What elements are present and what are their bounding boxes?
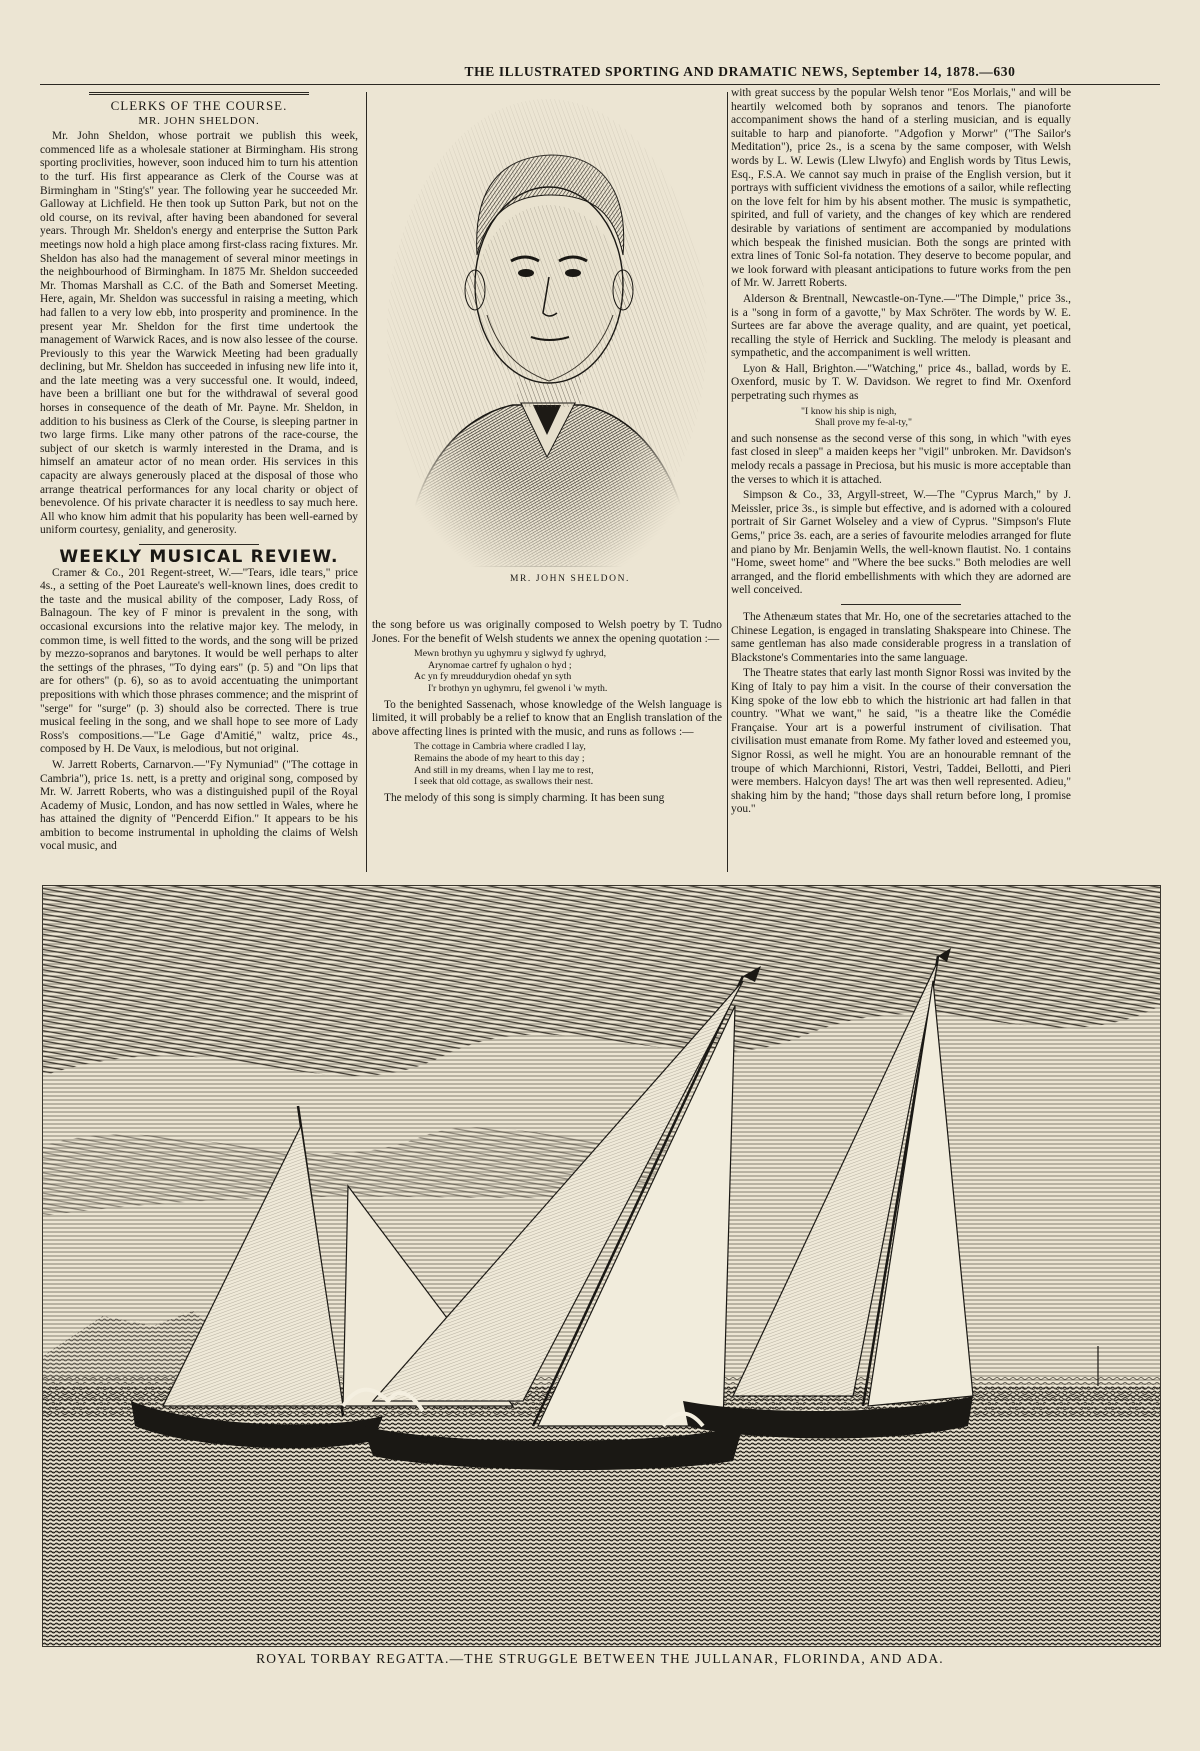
section-rule xyxy=(139,544,259,545)
sheldon-subheading: MR. JOHN SHELDON. xyxy=(138,114,260,127)
english-verse-line: Remains the abode of my heart to this day ; xyxy=(414,752,585,764)
english-verse-line: The cottage in Cambria where cradled I lay, xyxy=(414,741,586,753)
athenaeum-note: The Athenæum states that Mr. Ho, one of the secretaries attached to the Chinese Legation, is engaged in translating Shakspeare into Chinese. The same gentleman has also made considerable progress in a translation of Blackstone's Commentaries into the same language. xyxy=(731,610,1071,664)
right-text-1: with great success by the popular Welsh tenor "Eos Morlais," and will be heartily welcomed both by sopranos and tenors. The pianoforte accompaniment shows the hand of a sterling musician, and is equally suitable to harp and pianoforte. "Adgofion y Morwr" ("The Sailor's Meditation"), price 2s., is a scena by the same composer, with Welsh words by L. W. Lewis (Llew Llwyfo) and English words by Titus Lewis, Esq., F.S.A. We cannot say much in praise of the English version, but it portrays with sufficient vividness the emotions of a sailor, while reflecting on the love felt for him by his absent mother. The music is sympathetic, spirited, and full of variety, and the changes of key which are rendered desirable by variations of sentiment are accompanied by modulations which bespeak the finished musician. Both the songs are printed with extra lines of Tonic Sol-fa notation. They deserve to become popular, and we look forward with pleasant anticipations to future works from the pen of Mr. W. Jarrett Roberts. xyxy=(731,87,1071,290)
middle-text-1: the song before us was originally composed to Welsh poetry by T. Tudno Jones. For the benefit of Welsh students we annex the opening quotation :— xyxy=(372,619,722,645)
middle-text-2: To the benighted Sassenach, whose knowledge of the Welsh language is limited, it will probably be a relief to know that an English translation of the above affecting lines is printed with the music, and runs as follows :— xyxy=(372,698,722,738)
right-text-2: and such nonsense as the second verse of this song, in which "with eyes fast closed in sleep" a maiden keeps her "vigil" unbroken. Mr. Davidson's melody recals a passage in Preciosa, but his music is more acceptable than the verses to which it is attached. xyxy=(731,432,1071,486)
middle-text-3: The melody of this song is simply charming. It has been sung xyxy=(384,791,665,804)
english-verse xyxy=(372,741,722,787)
left-column xyxy=(40,92,358,856)
cramer-review: Cramer & Co., 201 Regent-street, W.—"Tears, idle tears," price 4s., a setting of the Poet Laureate's well-known lines, does credit to the taste and the musical ability of the composer, Lady Ross, of Balnagoun. The key of F minor is prevalent in the song, with occasional excursions into the relative major key. The melody, in common time, is well fitted to the words, and the song will be prized by mezzo-sopranos and barytones. It would be well perhaps to alter the settings of the phrases, "To dying ears" (p. 5) and "On lips that are for others" (p. 6), so as to avoid accentuating the unimportant prepositions with which those phrases commence; and the misprint of "serge" for "surge" (p. 3) should also be corrected. There is true musical feeling in the song, and we shall hope to see more of Lady Ross's compositions.—"Le Gage d'Amitié," waltz, price 4s., composed by H. De Vaux, is melodious, but not original. xyxy=(40,566,358,756)
lyon-review: Lyon & Hall, Brighton.—"Watching," price 4s., ballad, words by E. Oxenford, music by T. W. Davidson. We regret to find Mr. Oxenford perpetrating such rhymes as xyxy=(731,362,1071,403)
masthead: THE ILLUSTRATED SPORTING AND DRAMATIC NEWS, September 14, 1878.—630 xyxy=(464,64,1016,79)
simpson-review: Simpson & Co., 33, Argyll-street, W.—The "Cyprus March," by J. Meissler, price 3s., is simple but effective, and is adorned with a coloured portrait of Sir Garnet Wolseley and a view of Cyprus. "Simpson's Flute Gems," price 3s. each, are a series of favourite melodies arranged for flute and piano by Mr. Benjamin Wells, the well-known flautist. No. 1 contains "Home, sweet home" and "Where the bee sucks." Both melodies are well arranged, and the florid embellishments with which they are adorned are well conceived. xyxy=(731,489,1071,597)
heading-rule xyxy=(89,92,309,95)
alderson-review: Alderson & Brentnall, Newcastle-on-Tyne.—"The Dimple," price 3s., is a "song in form of a gavotte," by Max Schröter. The words by W. E. Surtees are far above the average quality, and are quaint, yet poetical, recalling the style of Herrick and Suckling. The melody is pleasant and sympathetic, and the accompaniment is well written. xyxy=(731,292,1071,360)
portrait-engraving xyxy=(383,85,711,567)
sheldon-article: Mr. John Sheldon, whose portrait we publish this week, commenced life as a wholesale stationer at Birmingham. His strong sporting proclivities, however, soon induced him to turn his attention to the turf. His first appearance as Clerk of the Course was at Birmingham in "Sting's" year. The following year he succeeded Mr. Galloway at Lichfield. He then took up Sutton Park, but not on the old course, on its revival, after having been abandoned for several years. Through Mr. Sheldon's energy and enterprise the Sutton Park meetings now hold a high place among first-class racing fixtures. Mr. Sheldon has also had the management of several minor meetings in the neighbourhood of Birmingham. In 1875 Mr. Sheldon succeeded Mr. Thomas Marshall as C.C. of the Bath and Somerset Meeting. Here, again, Mr. Sheldon was successful in raising a meeting, which had fallen to a very low ebb, into prosperity and prominence. In the present year Mr. Sheldon for the first time undertook the management of Warwick Races, and is now also lessee of the course. Previously to this year the Warwick Meeting had been gradually declining, but Mr. Sheldon has succeeded in infusing new life into it, and the late meeting was a very successful one. It would, indeed, have been a brilliant one but for the withdrawal of several good horses in consequence of the death of Mr. Payne. Mr. Sheldon, in addition to his business as Clerk of the Course, is sleeping partner in two large firms. Like many other patrons of the race-course, the subject of our sketch is warmly interested in the Drama, and is himself an amateur actor of no mean order. His services in this capacity are always generously placed at the disposal of those who arrange theatrical performances for any local charity or object of benevolence. Of his private character it is needless to say much here. All who know him admit that his popularity has been well-earned by uniform courtesy, geniality, and generosity. xyxy=(40,130,358,537)
rhyme-line: Shall prove my fe-al-ty," xyxy=(815,417,912,429)
rhyme-quote xyxy=(731,406,1071,429)
welsh-verse-line: Arynomae cartref fy ughalon o hyd ; xyxy=(428,659,572,671)
welsh-verse-line: I'r brothyn yn ughymru, fel gwenol i 'w myth. xyxy=(428,682,608,694)
welsh-verse xyxy=(372,648,722,694)
middle-column xyxy=(372,619,722,807)
rhyme-line: "I know his ship is nigh, xyxy=(801,405,897,417)
welsh-verse-line: Mewn brothyn yu ughymru y siglwyd fy ughryd, xyxy=(414,648,607,660)
welsh-verse-line: Ac yn fy mreuddurydion ohedaf yn syth xyxy=(414,671,572,683)
jarrett-review: W. Jarrett Roberts, Carnarvon.—"Fy Nymuniad" ("The cottage in Cambria"), price 1s. nett, is a pretty and original song, composed by Mr. W. Jarrett Roberts, who was a distinguished pupil of the Royal Academy of Music, London, and has now settled in Wales, where he has attained the dignity of "Pencerdd Eifion." It appears to be his ambition to become instrumental in upholding the claims of Welsh vocal music, and xyxy=(40,758,358,853)
column-divider-left xyxy=(366,92,367,872)
clerks-heading: CLERKS OF THE COURSE. xyxy=(110,98,288,113)
section-rule xyxy=(841,604,961,605)
column-divider-right xyxy=(727,92,728,872)
regatta-engraving xyxy=(42,885,1161,1647)
portrait-caption: MR. JOHN SHELDON. xyxy=(509,574,631,584)
review-heading: WEEKLY MUSICAL REVIEW. xyxy=(59,547,339,567)
right-column xyxy=(731,87,1071,819)
theatre-note: The Theatre states that early last month Signor Rossi was invited by the King of Italy to pay him a visit. In the course of their conversation the King spoke of the low ebb to which the histrionic art had fallen in that country. "What we want," he said, "is a theatre like the Comédie Française. Your art is a powerful instrument of civilisation. That civilisation must emanate from Rome. My father loved and esteemed you, Signor Rossi, as well he might. You are an honourable remnant of the troupe of which Marchionni, Ristori, Vestri, Taddei, Bellotti, and Pieri were members. Halcyon days! The art was then well represented. Adieu," shaking him by the hand; "those days shall return before long, I promise you." xyxy=(731,667,1071,816)
english-verse-line: I seek that old cottage, as swallows their nest. xyxy=(414,776,594,788)
regatta-caption: ROYAL TORBAY REGATTA.—THE STRUGGLE BETWEEN THE JULLANAR, FLORINDA, AND ADA. xyxy=(256,1651,944,1666)
english-verse-line: And still in my dreams, when I lay me to rest, xyxy=(414,764,594,776)
